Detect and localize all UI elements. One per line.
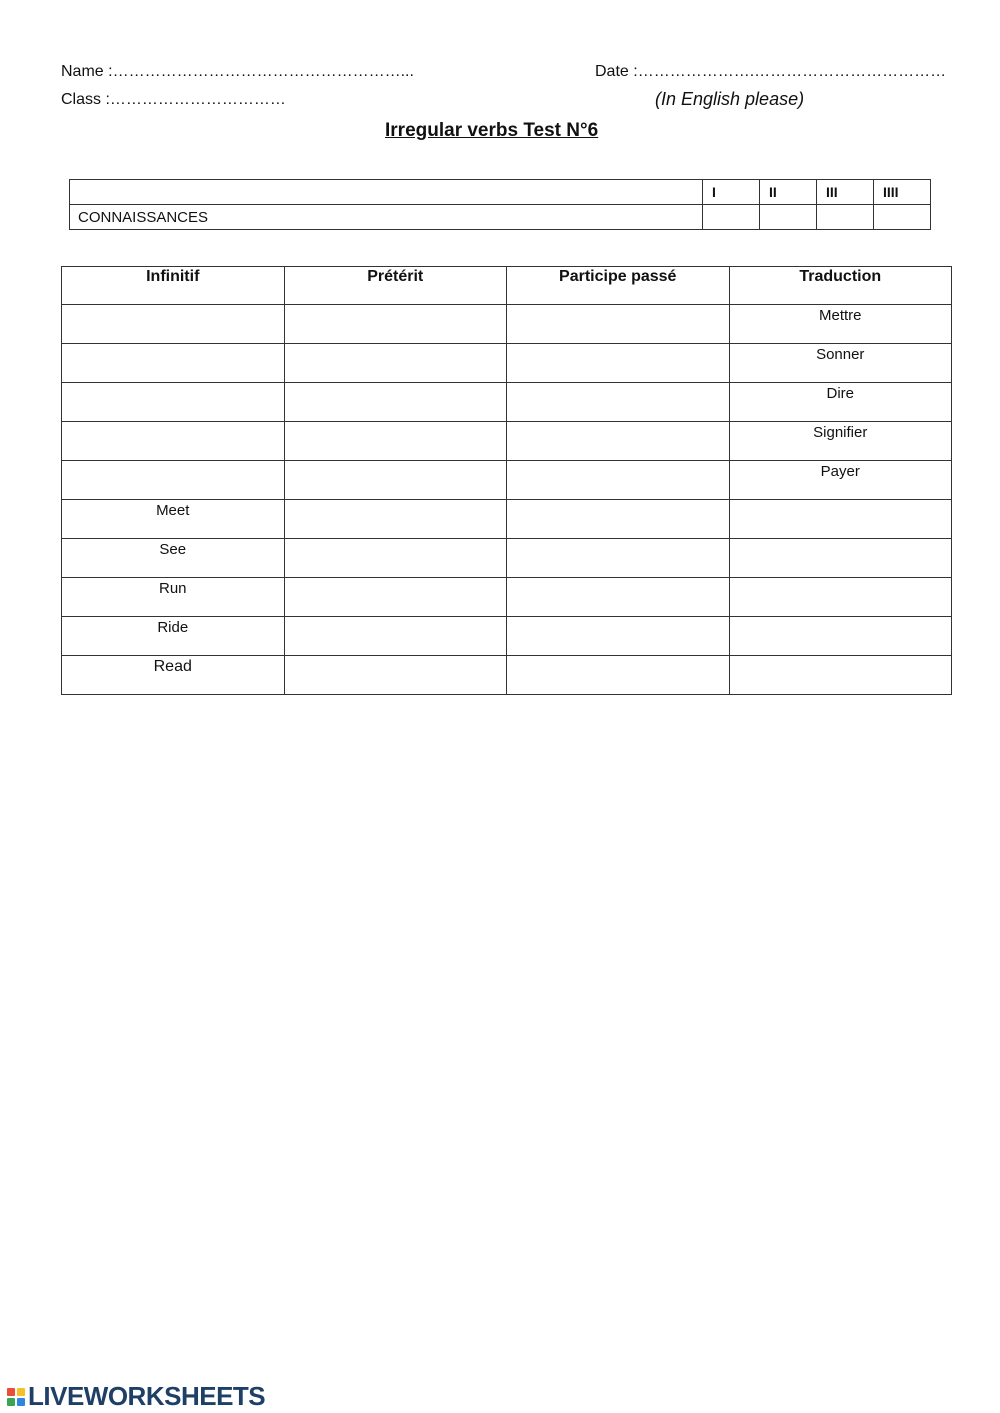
grade-row (70, 205, 931, 230)
answer-cell[interactable] (284, 617, 507, 656)
grade-cell[interactable] (760, 205, 817, 230)
col-infinitif: Infinitif (62, 267, 285, 305)
answer-cell[interactable] (507, 500, 730, 539)
answer-cell[interactable] (62, 383, 285, 422)
logo-text: LIVEWORKSHEETS (28, 1381, 266, 1411)
answer-cell[interactable] (284, 656, 507, 695)
answer-cell[interactable] (284, 305, 507, 344)
logo-blocks-icon (7, 1388, 25, 1406)
grade-row-label: CONNAISSANCES (70, 205, 703, 230)
answer-cell[interactable] (284, 344, 507, 383)
answer-cell[interactable] (62, 305, 285, 344)
answer-cell[interactable] (729, 578, 952, 617)
grade-level-1: I (703, 180, 760, 205)
page-title: Irregular verbs Test N°6 (385, 120, 599, 141)
logo-block (7, 1388, 15, 1396)
given-cell: Ride (62, 617, 285, 656)
answer-cell[interactable] (507, 422, 730, 461)
verb-table-header (62, 267, 952, 305)
answer-cell[interactable] (284, 500, 507, 539)
date-field[interactable]: Date :………………….……………………………… (595, 63, 947, 80)
answer-cell[interactable] (507, 656, 730, 695)
answer-cell[interactable] (507, 305, 730, 344)
given-cell: Mettre (729, 305, 952, 344)
table-row (62, 656, 952, 695)
table-row (62, 461, 952, 500)
given-cell: Sonner (729, 344, 952, 383)
answer-cell[interactable] (729, 500, 952, 539)
grade-header-row (70, 180, 931, 205)
answer-cell[interactable] (729, 656, 952, 695)
answer-cell[interactable] (507, 617, 730, 656)
name-field[interactable]: Name :………………………………………………... (61, 63, 414, 80)
grade-cell[interactable] (874, 205, 931, 230)
table-row (62, 305, 952, 344)
class-field[interactable]: Class :…………………………… (61, 91, 286, 108)
grade-cell[interactable] (703, 205, 760, 230)
answer-cell[interactable] (507, 344, 730, 383)
answer-cell[interactable] (729, 617, 952, 656)
table-row (62, 344, 952, 383)
answer-cell[interactable] (284, 383, 507, 422)
given-cell: Read (62, 656, 285, 695)
table-row (62, 422, 952, 461)
answer-cell[interactable] (62, 344, 285, 383)
given-cell: Run (62, 578, 285, 617)
grade-level-4: IIII (874, 180, 931, 205)
instruction-note: (In English please) (655, 89, 805, 109)
col-participe-passe: Participe passé (507, 267, 730, 305)
answer-cell[interactable] (507, 383, 730, 422)
grade-level-3: III (817, 180, 874, 205)
answer-cell[interactable] (507, 539, 730, 578)
answer-cell[interactable] (62, 461, 285, 500)
answer-cell[interactable] (62, 422, 285, 461)
col-traduction: Traduction (729, 267, 952, 305)
answer-cell[interactable] (729, 539, 952, 578)
answer-cell[interactable] (507, 578, 730, 617)
verb-table (61, 266, 952, 695)
col-preterit: Prétérit (284, 267, 507, 305)
table-row (62, 500, 952, 539)
grade-cell[interactable] (817, 205, 874, 230)
liveworksheets-logo[interactable] (7, 1381, 265, 1412)
given-cell: Meet (62, 500, 285, 539)
answer-cell[interactable] (284, 461, 507, 500)
logo-block (17, 1398, 25, 1406)
given-cell: Dire (729, 383, 952, 422)
answer-cell[interactable] (507, 461, 730, 500)
answer-cell[interactable] (284, 422, 507, 461)
given-cell: Payer (729, 461, 952, 500)
logo-block (17, 1388, 25, 1396)
table-row (62, 617, 952, 656)
given-cell: See (62, 539, 285, 578)
table-row (62, 578, 952, 617)
logo-block (7, 1398, 15, 1406)
table-row (62, 539, 952, 578)
grade-header-blank (70, 180, 703, 205)
table-row (62, 383, 952, 422)
grade-level-2: II (760, 180, 817, 205)
answer-cell[interactable] (284, 578, 507, 617)
grade-table (69, 179, 931, 230)
answer-cell[interactable] (284, 539, 507, 578)
given-cell: Signifier (729, 422, 952, 461)
